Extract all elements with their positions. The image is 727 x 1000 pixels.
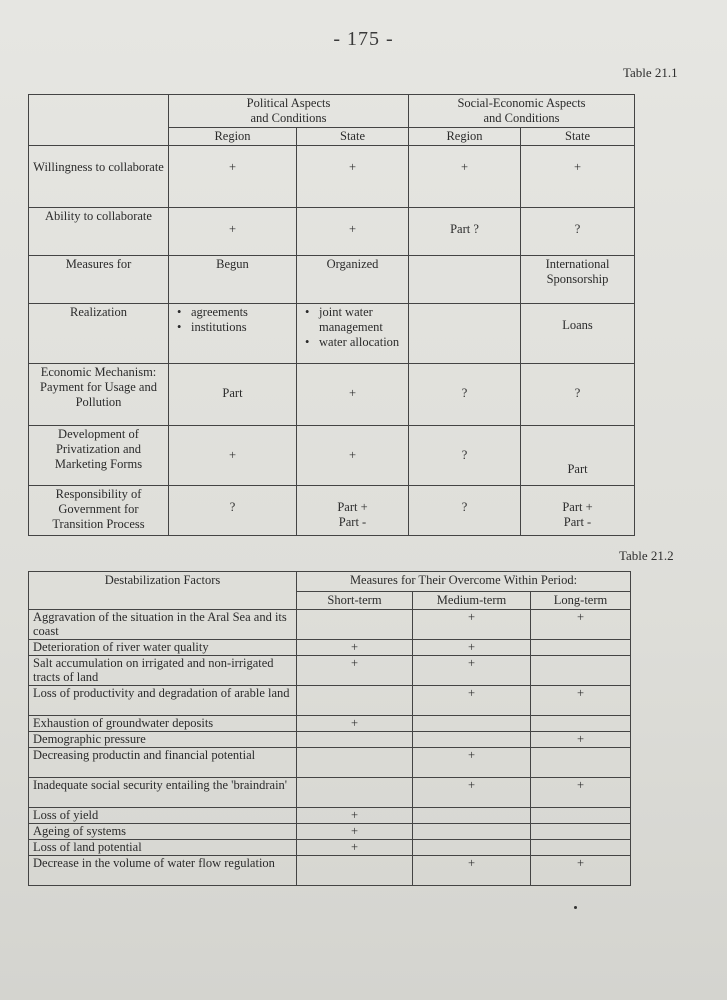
table-row: [29, 208, 635, 256]
factor-cell: Loss of yield: [29, 808, 297, 824]
mark-cell: +: [297, 716, 413, 732]
table-row: [29, 610, 631, 640]
row-label: Economic Mechanism: Payment for Usage and Pollution: [29, 364, 169, 426]
table-cell: +: [169, 426, 297, 486]
mark-cell: [531, 640, 631, 656]
subheader-state: State: [297, 128, 409, 146]
mark-cell: [531, 716, 631, 732]
header-political: Political Aspects and Conditions: [169, 95, 409, 128]
mark-cell: +: [531, 732, 631, 748]
row-label: Measures for: [29, 256, 169, 304]
factor-cell: Exhaustion of groundwater deposits: [29, 716, 297, 732]
row-label: Willingness to collaborate: [29, 146, 169, 208]
factor-cell: Decrease in the volume of water flow regulation: [29, 856, 297, 886]
table-row: [29, 146, 635, 208]
factor-cell: Deterioration of river water quality: [29, 640, 297, 656]
factor-cell: Decreasing productin and financial potential: [29, 748, 297, 778]
mark-cell: +: [297, 640, 413, 656]
mark-cell: +: [297, 656, 413, 686]
table-row: [29, 686, 631, 716]
mark-cell: +: [531, 686, 631, 716]
mark-cell: [297, 748, 413, 778]
row-label: Responsibility of Government for Transition Process: [29, 486, 169, 536]
mark-cell: [297, 732, 413, 748]
mark-cell: [297, 856, 413, 886]
table-cell: ?: [409, 364, 521, 426]
mark-cell: +: [413, 656, 531, 686]
table-cell: +: [409, 146, 521, 208]
mark-cell: +: [413, 778, 531, 808]
table-row: [29, 840, 631, 856]
mark-cell: [413, 716, 531, 732]
mark-cell: +: [531, 856, 631, 886]
table-row: [29, 732, 631, 748]
factor-cell: Ageing of systems: [29, 824, 297, 840]
header-short-term: Short-term: [297, 592, 413, 610]
mark-cell: [531, 748, 631, 778]
factor-cell: Loss of land potential: [29, 840, 297, 856]
table-row: [29, 486, 635, 536]
mark-cell: [297, 778, 413, 808]
mark-cell: +: [413, 748, 531, 778]
table-cell: +: [169, 208, 297, 256]
mark-cell: +: [297, 840, 413, 856]
table-row: [29, 656, 631, 686]
table-cell: Organized: [297, 256, 409, 304]
bullet-item: • joint water management: [319, 305, 404, 335]
table-cell: Part + Part -: [297, 486, 409, 536]
header-destabilization-factors: Destabilization Factors: [29, 572, 297, 610]
row-label: Development of Privatization and Marketing Forms: [29, 426, 169, 486]
header-measures: Measures for Their Overcome Within Period:: [297, 572, 631, 592]
table-row: [29, 256, 635, 304]
table-row: [29, 304, 635, 364]
table-cell: +: [297, 426, 409, 486]
header-social-economic: Social-Economic Aspects and Conditions: [409, 95, 635, 128]
header-long-term: Long-term: [531, 592, 631, 610]
table-cell: ?: [409, 426, 521, 486]
table1-title: Table 21.1: [623, 65, 678, 80]
table-row: [29, 364, 635, 426]
subheader-region: Region: [409, 128, 521, 146]
mark-cell: [531, 656, 631, 686]
subheader-state: State: [521, 128, 635, 146]
table-row: [29, 824, 631, 840]
mark-cell: +: [531, 778, 631, 808]
speck-mark: [574, 906, 577, 909]
mark-cell: +: [297, 808, 413, 824]
mark-cell: [413, 808, 531, 824]
factor-cell: Salt accumulation on irrigated and non-irrigated tracts of land: [29, 656, 297, 686]
table-row: [29, 716, 631, 732]
table-21-2: [28, 571, 631, 886]
table-row: [29, 426, 635, 486]
table-cell-bullets: [297, 304, 409, 364]
bullet-item: • institutions: [191, 320, 292, 335]
mark-cell: +: [413, 856, 531, 886]
page-number: - 175 -: [333, 28, 394, 50]
table-cell-bullets: [169, 304, 297, 364]
table-cell: +: [521, 146, 635, 208]
mark-cell: +: [413, 640, 531, 656]
mark-cell: [413, 840, 531, 856]
table-cell: Begun: [169, 256, 297, 304]
table-cell: ?: [521, 364, 635, 426]
table-cell: Part: [521, 426, 635, 486]
table-row: [29, 748, 631, 778]
row-label: Realization: [29, 304, 169, 364]
bullet-item: • agreements: [191, 305, 292, 320]
corner-cell: [29, 95, 169, 146]
table-cell: ?: [409, 486, 521, 536]
mark-cell: +: [413, 610, 531, 640]
mark-cell: +: [297, 824, 413, 840]
mark-cell: [413, 732, 531, 748]
table-cell: [409, 256, 521, 304]
mark-cell: [297, 686, 413, 716]
factor-cell: Loss of productivity and degradation of arable land: [29, 686, 297, 716]
mark-cell: +: [531, 610, 631, 640]
row-label: Ability to collaborate: [29, 208, 169, 256]
factor-cell: Demographic pressure: [29, 732, 297, 748]
table-row: [29, 640, 631, 656]
table-cell: ?: [169, 486, 297, 536]
table-row: [29, 808, 631, 824]
table-cell: International Sponsorship: [521, 256, 635, 304]
table-cell: Part + Part -: [521, 486, 635, 536]
table-row: [29, 856, 631, 886]
table2-title: Table 21.2: [619, 548, 674, 563]
mark-cell: [531, 824, 631, 840]
mark-cell: +: [413, 686, 531, 716]
header-medium-term: Medium-term: [413, 592, 531, 610]
table-cell: Loans: [521, 304, 635, 364]
table-cell: Part: [169, 364, 297, 426]
table-cell: +: [169, 146, 297, 208]
mark-cell: [531, 840, 631, 856]
factor-cell: Inadequate social security entailing the 'braindrain': [29, 778, 297, 808]
table-21-1: [28, 94, 635, 536]
table-cell: +: [297, 208, 409, 256]
mark-cell: [413, 824, 531, 840]
mark-cell: [297, 610, 413, 640]
factor-cell: Aggravation of the situation in the Aral Sea and its coast: [29, 610, 297, 640]
table-row: [29, 778, 631, 808]
bullet-item: • water allocation: [319, 335, 404, 350]
table-cell: +: [297, 146, 409, 208]
table-cell: ?: [521, 208, 635, 256]
mark-cell: [531, 808, 631, 824]
table-cell: Part ?: [409, 208, 521, 256]
table-cell: +: [297, 364, 409, 426]
table-cell: [409, 304, 521, 364]
subheader-region: Region: [169, 128, 297, 146]
